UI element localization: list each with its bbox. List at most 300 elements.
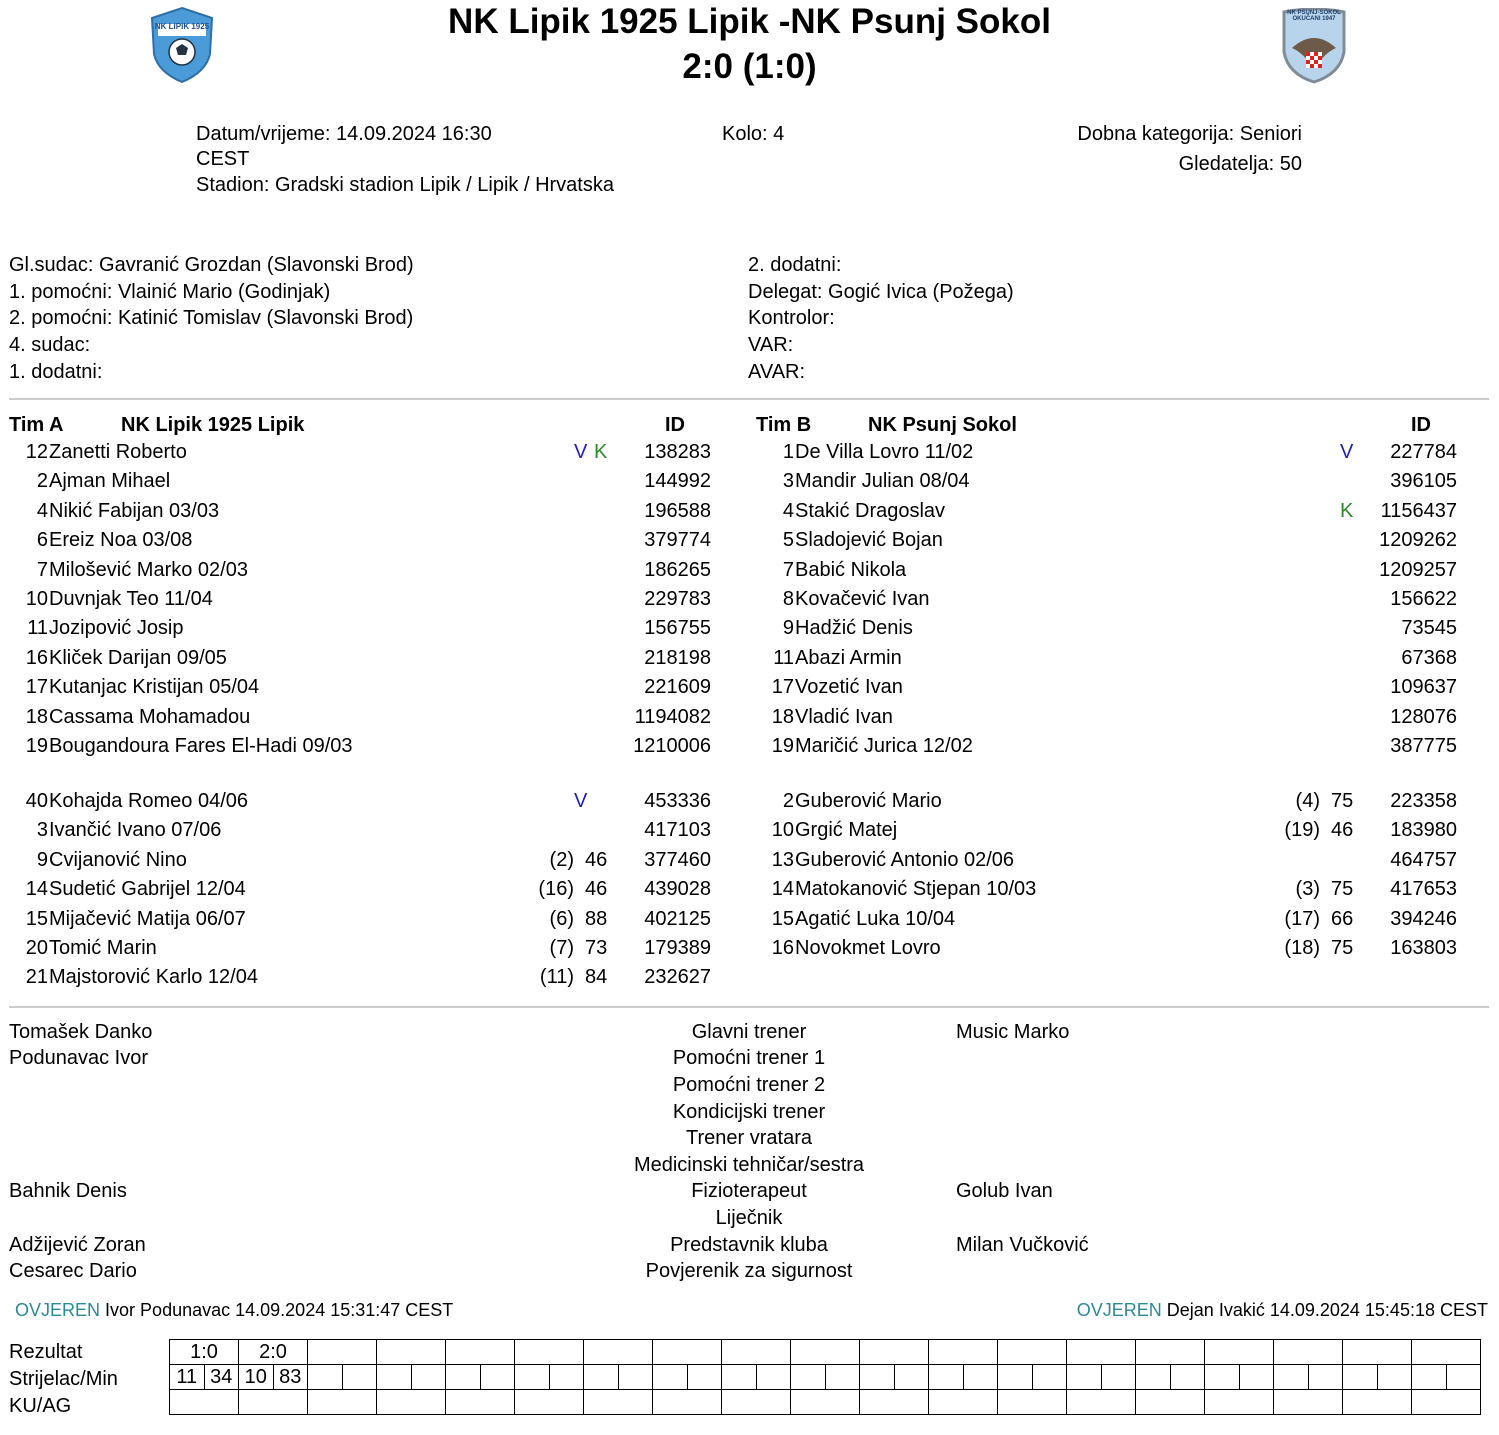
result-cell [929,1390,998,1415]
player-number: 2 [36,470,48,493]
player-number: 5 [782,529,794,552]
staff-row [0,1047,1499,1073]
player-number: 19 [771,735,794,757]
player-id: 1194082 [634,705,711,728]
player-row [0,676,1499,705]
player-number: 14 [771,878,794,901]
result-cell [929,1340,998,1365]
player-name: Sudetić Gabrijel 12/04 [49,878,246,901]
player-number: 16 [25,646,48,669]
player-name: Matokanović Stjepan 10/03 [795,878,1037,901]
player-name: Grgić Matej [795,819,898,842]
scorer-number [722,1365,757,1389]
player-id: 221609 [644,676,711,699]
substitution-for: (3) [1295,878,1320,901]
result-cell [1412,1340,1481,1365]
result-cell [1136,1340,1205,1365]
scorer-number [860,1365,895,1389]
scorer-minute [1171,1365,1205,1389]
player-number: 7 [36,558,48,581]
player-id: 156622 [1390,588,1457,610]
player-id: 453336 [644,790,711,812]
player-id: 402125 [644,907,711,930]
result-cell [1205,1365,1274,1390]
official-avar: AVAR: [748,361,806,383]
player-name: Tomić Marin [49,937,157,959]
player-number: 13 [771,848,794,871]
scorer-number [1205,1365,1240,1389]
player-name: Majstorović Karlo 12/04 [49,966,258,989]
result-cell [653,1365,722,1390]
staff-role: Predstavnik kluba [670,1234,828,1256]
result-cell [515,1340,584,1365]
player-number: 9 [36,848,48,871]
verified-label: OVJEREN [1076,1300,1162,1320]
player-id: 229783 [644,588,711,610]
scorer-minute [964,1365,998,1389]
result-cell [584,1365,653,1390]
substitution-for: (6) [549,907,574,930]
result-cell [515,1365,584,1390]
player-id: 417103 [644,819,711,842]
substitution-minute: 84 [585,966,608,989]
home-staff-name: Bahnik Denis [9,1180,127,1202]
player-number: 15 [25,907,48,930]
player-number: 18 [771,705,794,728]
player-number: 19 [25,735,48,757]
scorer-minute [688,1365,722,1389]
player-id: 179389 [644,937,711,959]
result-cell [1067,1390,1136,1415]
result-cell [377,1390,446,1415]
staff-role: Pomoćni trener 2 [672,1074,826,1096]
scorer-number [377,1365,412,1389]
staff-row [0,1207,1499,1233]
player-id: 387775 [1390,735,1457,757]
scorer-minute [1102,1365,1136,1389]
substitution-minute: 46 [585,848,608,871]
player-number: 9 [782,617,794,640]
result-cell [446,1365,515,1390]
result-cell [1274,1340,1343,1365]
official-delegate: Delegat: Gogić Ivica (Požega) [748,281,1014,303]
result-cell [1274,1365,1343,1390]
staff-row [0,1260,1499,1286]
player-name: Abazi Armin [795,646,902,669]
result-cell [239,1365,308,1390]
result-cell [998,1390,1067,1415]
player-id: 138283 [644,441,711,463]
player-id: 379774 [644,529,711,552]
substitution-minute: 75 [1331,790,1354,812]
player-name: Mandir Julian 08/04 [795,470,970,493]
result-cell [170,1390,239,1415]
result-cell [170,1340,239,1365]
substitution-minute: 66 [1331,907,1354,930]
official-assistant-1: 1. pomoćni: Vlainić Mario (Godinjak) [9,281,331,303]
staff-role: Trener vratara [686,1127,812,1149]
substitution-minute: 88 [585,907,608,930]
result-cell [722,1340,791,1365]
player-name: De Villa Lovro 11/02 [795,441,974,463]
staff-row [0,1074,1499,1100]
player-row [0,937,1499,966]
team-a-label: Tim A [9,414,64,436]
player-number: 3 [782,470,794,493]
player-id: 196588 [644,499,711,522]
player-name: Ivančić Ivano 07/06 [49,819,222,842]
away-staff-name: Milan Vučković [956,1234,1089,1256]
player-row [0,647,1499,676]
scorer-number [791,1365,826,1389]
player-name: Bougandoura Fares El-Hadi 09/03 [49,735,353,757]
away-logo-text: NK PSUNJ-SOKOL OKUČANI 1947 [1287,10,1341,22]
player-name: Kovačević Ivan [795,588,930,610]
player-id: 1210006 [633,735,711,757]
result-cell [722,1390,791,1415]
player-id: 186265 [644,558,711,581]
result-cell [1136,1390,1205,1415]
player-id: 109637 [1390,676,1457,699]
official-referee: Gl.sudac: Gavranić Grozdan (Slavonski Brod) [9,254,414,276]
divider [9,398,1489,400]
result-cell [1343,1365,1412,1390]
player-id: 73545 [1401,617,1457,640]
result-cell [515,1390,584,1415]
substitution-minute: 73 [585,937,608,959]
result-table-row [170,1365,1481,1390]
player-name: Agatić Luka 10/04 [795,907,956,930]
scorer-minute [1447,1365,1481,1389]
match-score: 2:0 (1:0) [682,47,817,86]
match-title: NK Lipik 1925 Lipik -NK Psunj Sokol [448,2,1051,41]
result-cell [308,1390,377,1415]
player-row [0,441,1499,470]
scorer-number [653,1365,688,1389]
scorer-minute [1378,1365,1412,1389]
player-name: Guberović Antonio 02/06 [795,848,1015,871]
verified-text: Ivor Podunavac 14.09.2024 15:31:47 CEST [105,1300,454,1320]
verification-home [15,1300,453,1321]
player-number: 17 [771,676,794,699]
player-id: 394246 [1390,907,1457,930]
result-cell [308,1340,377,1365]
player-id: 227784 [1390,441,1457,463]
substitution-minute: 75 [1331,878,1354,901]
player-number: 40 [25,790,48,812]
result-table-row [170,1390,1481,1415]
result-cell [791,1365,860,1390]
goalkeeper-marker: V [574,441,588,463]
player-name: Kohajda Romeo 04/06 [49,790,249,812]
player-name: Kutanjac Kristijan 05/04 [49,676,260,699]
scorer-number [446,1365,481,1389]
result-cell [929,1365,998,1390]
player-id: 128076 [1390,705,1457,728]
goalkeeper-marker: V [1340,441,1354,463]
scorer-number [1274,1365,1309,1389]
player-number: 10 [25,588,48,610]
result-cell [446,1390,515,1415]
staff-row [0,1180,1499,1206]
staff-role: Kondicijski trener [672,1101,826,1123]
result-cell [791,1390,860,1415]
player-name: Zanetti Roberto [49,441,187,463]
verification-away [1077,1300,1488,1321]
staff-row [0,1234,1499,1260]
home-staff-name: Tomašek Danko [9,1021,153,1043]
player-number: 4 [36,499,48,522]
away-staff-name: Music Marko [956,1021,1070,1043]
staff-row [0,1021,1499,1047]
official-fourth: 4. sudac: [9,334,91,356]
scorer-minute: 34 [210,1366,233,1388]
player-name: Novokmet Lovro [795,937,941,959]
result-cell [1136,1365,1205,1390]
player-row [0,470,1499,499]
player-number: 20 [25,937,48,959]
age-category: Dobna kategorija: Seniori [1077,123,1302,145]
match-stadium: Stadion: Gradski stadion Lipik / Lipik / Hrvatska [196,174,614,196]
player-row [0,966,1499,995]
result-cell [239,1390,308,1415]
player-name: Jozipović Josip [49,617,184,640]
scorer-minute [895,1365,929,1389]
player-number: 12 [25,441,48,463]
staff-row [0,1127,1499,1153]
player-name: Cvijanović Nino [49,848,187,871]
scorer-minute [1309,1365,1343,1389]
result-cell [377,1340,446,1365]
player-name: Ajman Mihael [49,470,171,493]
official-additional-1: 1. dodatni: [9,361,103,383]
player-number: 10 [771,819,794,842]
home-logo-text: NK LIPIK 1925 [154,22,210,31]
result-cell [377,1365,446,1390]
scorer-minute [481,1365,515,1389]
player-name: Ereiz Noa 03/08 [49,529,193,552]
team-a-id-header: ID [665,414,685,436]
scorer-number [1412,1365,1447,1389]
match-datetime: Datum/vrijeme: 14.09.2024 16:30 [196,123,492,145]
player-row [0,819,1499,848]
player-id: 377460 [644,848,711,871]
official-controller: Kontrolor: [748,307,835,329]
result-cell [1343,1390,1412,1415]
player-name: Babić Nikola [795,558,907,581]
player-name: Vozetić Ivan [795,676,903,699]
substitution-minute: 46 [1331,819,1354,842]
result-cell [584,1390,653,1415]
match-timezone: CEST [196,148,250,170]
player-id: 67368 [1401,646,1457,669]
player-row [0,529,1499,558]
player-id: 223358 [1390,790,1457,812]
player-number: 15 [771,907,794,930]
scorer-number [1136,1365,1171,1389]
team-a-name: NK Lipik 1925 Lipik [121,414,305,436]
player-name: Nikić Fabijan 03/03 [49,499,220,522]
result-cell [998,1340,1067,1365]
player-id: 1156437 [1380,499,1457,522]
result-cell [860,1390,929,1415]
substitution-for: (16) [538,878,574,901]
player-number: 17 [25,676,48,699]
player-row [0,559,1499,588]
player-id: 144992 [644,470,711,493]
player-name: Stakić Dragoslav [795,499,946,522]
result-cell [1274,1390,1343,1415]
substitution-minute: 46 [585,878,608,901]
scorer-number [998,1365,1033,1389]
card-row-label: KU/AG [9,1395,72,1417]
player-name: Milošević Marko 02/03 [49,558,248,581]
player-id: 417653 [1390,878,1457,901]
result-cell [1343,1340,1412,1365]
staff-role: Liječnik [715,1207,783,1229]
divider [9,1006,1489,1008]
staff-role: Povjerenik za sigurnost [645,1260,853,1282]
result-cell [998,1365,1067,1390]
result-cell [584,1340,653,1365]
result-cell [1205,1340,1274,1365]
result-cell [722,1365,791,1390]
result-table-row [170,1340,1481,1365]
player-row [0,588,1499,617]
staff-role: Glavni trener [691,1021,807,1043]
player-number: 4 [782,499,794,522]
scorer-number [584,1365,619,1389]
home-staff-name: Adžijević Zoran [9,1234,146,1256]
player-row [0,735,1499,764]
result-cell [860,1365,929,1390]
player-name: Guberović Mario [795,790,942,812]
player-id: 439028 [644,878,711,901]
player-number: 11 [773,646,794,669]
scorer-row-label: Strijelac/Min [9,1368,118,1390]
scorer-number [515,1365,550,1389]
match-round: Kolo: 4 [722,123,785,145]
player-number: 7 [782,558,794,581]
player-number: 3 [36,819,48,842]
player-row [0,706,1499,735]
result-cell [239,1340,308,1365]
player-number: 8 [782,588,794,610]
substitution-for: (2) [549,848,574,871]
staff-row [0,1154,1499,1180]
result-cell [1205,1390,1274,1415]
player-name: Maričić Jurica 12/02 [795,735,973,757]
result-cell [446,1340,515,1365]
player-row [0,500,1499,529]
player-id: 183980 [1390,819,1457,842]
player-id: 163803 [1390,937,1457,959]
result-cell [653,1340,722,1365]
player-name: Kliček Darijan 09/05 [49,646,227,669]
player-row [0,878,1499,907]
scorer-number [929,1365,964,1389]
scorer-number: 10 [239,1365,274,1389]
player-id: 464757 [1390,848,1457,871]
result-cell [860,1340,929,1365]
result-cell [791,1340,860,1365]
player-number: 14 [25,878,48,901]
scorer-minute [550,1365,584,1389]
staff-role: Medicinski tehničar/sestra [633,1154,865,1176]
result-cell [1067,1340,1136,1365]
player-name: Hadžić Denis [795,617,913,640]
scorer-minute [343,1365,377,1389]
official-var: VAR: [748,334,794,356]
score-value: 1:0 [190,1341,218,1363]
captain-marker: K [1340,499,1354,522]
scorer-minute [412,1365,446,1389]
substitution-for: (11) [539,966,574,989]
scorer-minute [1033,1365,1067,1389]
player-row [0,849,1499,878]
substitution-minute: 75 [1331,937,1354,959]
player-name: Sladojević Bojan [795,529,943,552]
result-cell [170,1365,239,1390]
player-name: Cassama Mohamadou [49,705,251,728]
home-staff-name: Podunavac Ivor [9,1047,148,1069]
player-number: 16 [771,937,794,959]
staff-row [0,1101,1499,1127]
verified-label: OVJEREN [15,1300,101,1320]
substitution-for: (19) [1284,819,1320,842]
verified-text: Dejan Ivakić 14.09.2024 15:45:18 CEST [1166,1300,1488,1320]
captain-marker: K [594,441,608,463]
scorer-number [308,1365,343,1389]
goalkeeper-marker: V [574,790,588,812]
substitution-for: (7) [549,937,574,959]
result-cell [1067,1365,1136,1390]
staff-role: Pomoćni trener 1 [672,1047,826,1069]
player-number: 11 [27,617,48,640]
official-additional-2: 2. dodatni: [748,254,842,276]
player-id: 1209257 [1379,558,1457,581]
scorer-number [1067,1365,1102,1389]
spectators: Gledatelja: 50 [1178,153,1302,175]
substitution-for: (18) [1284,937,1320,959]
official-assistant-2: 2. pomoćni: Katinić Tomislav (Slavonski Brod) [9,307,414,329]
player-id: 156755 [644,617,711,640]
player-number: 2 [782,790,794,812]
scorer-minute [757,1365,791,1389]
player-id: 396105 [1390,470,1457,493]
player-row [0,617,1499,646]
player-id: 218198 [644,646,711,669]
substitution-for: (17) [1284,907,1320,930]
player-number: 21 [25,966,48,989]
scorer-minute [619,1365,653,1389]
staff-role: Fizioterapeut [691,1180,807,1202]
player-id: 232627 [644,966,711,989]
away-staff-name: Golub Ivan [956,1180,1053,1202]
result-cell [1412,1365,1481,1390]
player-row [0,790,1499,819]
team-b-id-header: ID [1411,414,1431,436]
team-b-label: Tim B [756,414,812,436]
scorer-number: 11 [170,1365,205,1389]
player-name: Vladić Ivan [795,705,893,728]
scorer-number [1343,1365,1378,1389]
score-value: 2:0 [259,1341,287,1363]
team-b-name: NK Psunj Sokol [868,414,1017,436]
player-id: 1209262 [1379,529,1457,552]
scorer-minute: 83 [279,1366,302,1388]
result-cell [653,1390,722,1415]
